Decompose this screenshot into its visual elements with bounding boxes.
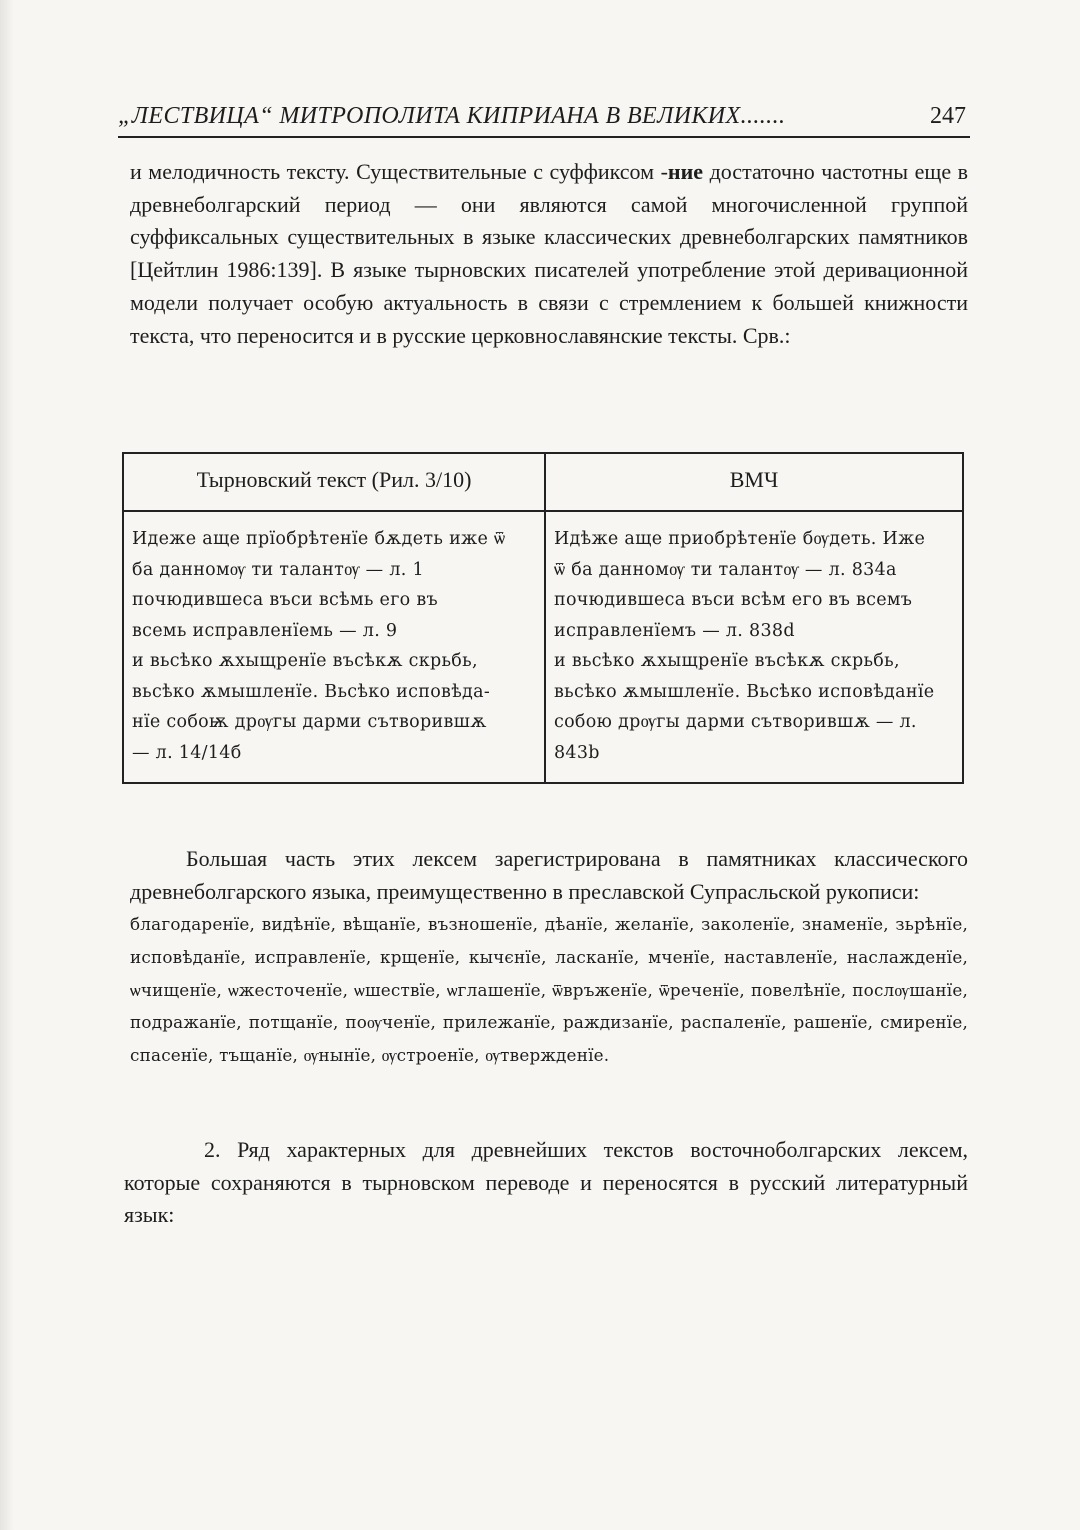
table-line: исправленїемъ — л. 838d: [554, 620, 795, 641]
table-line: вьсѣко ѫмышленїе. Вьсѣко исповѣда-: [132, 681, 491, 702]
table-line: 843b: [554, 742, 600, 763]
table-line: собою дрѹгы дарми сътворившѫ — л.: [554, 712, 917, 732]
paragraph-3: [124, 1134, 968, 1232]
table-line: — л. 14/14б: [132, 742, 242, 763]
comparison-table: [122, 452, 964, 784]
table-header-tyrnovo: Тырновский текст (Рил. 3/10): [196, 467, 472, 492]
table-cell-tyrnovo-text: [132, 524, 538, 768]
table-line: Идеже аще прїобрѣтенїе бѫдеть иже ѿ: [132, 529, 506, 549]
page-number: 247: [930, 103, 966, 129]
running-title: „ЛЕСТВИЦА“ МИТРОПОЛИТА КИПРИАНА В ВЕЛИКИХ.......: [118, 103, 786, 129]
table-header-vmch: ВМЧ: [729, 467, 779, 492]
bold-suffix: ние: [667, 159, 704, 184]
table-header-row: [124, 454, 962, 512]
table-cell-vmch-text: [554, 524, 960, 768]
paragraph-1: [130, 156, 968, 352]
table-column-divider: [544, 454, 546, 782]
table-line: ѿ ба данномѹ ти талантѹ — л. 834а: [554, 559, 897, 580]
page-edge: [0, 0, 14, 1530]
table-line: Идѣже аще приобрѣтенїе бѹдеть. Иже: [554, 529, 926, 549]
table-line: и вьсѣко ѫхыщренїе въсѣкѫ скрьбь,: [554, 651, 900, 671]
paragraph-2-body: Большая часть этих лексем зарегистрирована в памятниках классического древнеболгарского языка, преимущественно в преславской Супрасльской рукописи:: [130, 846, 968, 904]
table-line: вьсѣко ѫмышленїе. Вьсѣко исповѣданїе: [554, 681, 935, 702]
table-line: почюдившеса въси всѣм его въ всемъ: [554, 590, 913, 610]
paragraph-1-text-end: достаточно частотны еще в древнеболгарский период — они являются самой многочисленной группой суффиксальных существительных в языке классических древнеболгарских памятников [Цейтлин 1986:139]. В языке тырновских писателей употребление этой деривационной модели получает особую актуальность в связи с стремлением к большей книжности текста, что переносится и в русские церковнославянские тексты. Срв.:: [130, 159, 968, 348]
paragraph-2: [130, 843, 968, 1071]
table-line: ба данномѹ ти талантѹ — л. 1: [132, 559, 424, 580]
table-line: и вьсѣко ѫхыщренїе въсѣкѫ скрьбь,: [132, 651, 478, 671]
paragraph-1-text-start: и мелодичность тексту. Существительные с суффиксом -: [130, 159, 668, 184]
table-line: всемь исправленїемь — л. 9: [132, 620, 398, 641]
table-line: нїе собоѭ дрѹгы дарми сътворившѫ: [132, 712, 487, 732]
running-header: [118, 92, 970, 138]
table-line: почюдившеса въси всѣмь его въ: [132, 590, 438, 610]
paragraph-3-text: 2. Ряд характерных для древнейших текстов восточноболгарских лексем, которые сохраняются в тырновском переводе и переносятся в русский литературный язык:: [124, 1137, 968, 1228]
church-slavonic-word-list: благодаренїе, видѣнїе, вѣщанїе, възношенїе, дѣанїе, желанїе, заколенїе, знаменїе, зьрѣнїе, исповѣданїе, исправленїе, крщенїе, кычєнїе, ласканїе, мченїе, наставленїе, наслажденїе, ѡчищенїе, ѡжесточенїе, ѡшествїе, ѡглашенїе, ѿвръженїе, ѿреченїе, повелѣнїе, послѹшанїе, подражанїе, потщанїе, поѹченїе, прилежанїе, раждизанїе, распаленїе, рашенїе, смиренїе, спасенїе, тъщанїе, ѹнынїе, ѹстроенїе, ѹтвержденїе.: [130, 914, 968, 1065]
paragraph-2-text: [130, 843, 968, 908]
